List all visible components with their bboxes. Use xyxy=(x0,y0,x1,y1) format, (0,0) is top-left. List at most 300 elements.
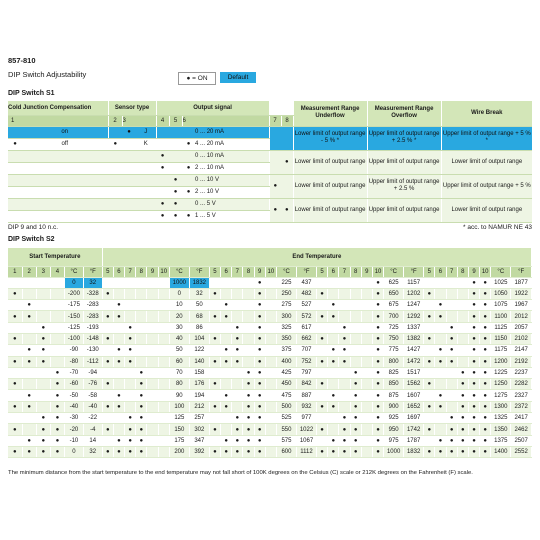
end-switch-cell xyxy=(147,345,158,356)
start-switch-cell: ● xyxy=(8,379,22,390)
start-temp-cell: -125 xyxy=(65,322,84,333)
end-switch-cell xyxy=(221,277,232,288)
overflow-value: Upper limit of output range xyxy=(367,198,441,222)
end-switch-cell: ● xyxy=(457,435,468,446)
start-switch-cell: ● xyxy=(22,345,36,356)
end-switch-cell: ● xyxy=(446,413,457,424)
legend-on: ● = ON xyxy=(178,72,216,85)
output-signal-label: 0 ... 10 mA xyxy=(195,150,269,162)
end-temp-cell: 50 xyxy=(169,345,189,356)
s2-start-col-header: 4 xyxy=(50,266,64,277)
legend-default: Default xyxy=(220,72,256,83)
end-switch-cell: ● xyxy=(254,390,265,401)
end-switch-cell: ● xyxy=(254,379,265,390)
end-switch-cell: ● xyxy=(339,322,350,333)
namur-note: * acc. to NAMUR NE 43 xyxy=(463,224,532,231)
start-temp-cell: 0 xyxy=(65,446,84,457)
s2-title: DIP Switch S2 xyxy=(8,236,55,243)
end-switch-cell xyxy=(446,288,457,299)
end-temp-cell: 302 xyxy=(189,424,209,435)
end-switch-cell: ● xyxy=(350,367,361,378)
end-switch-cell xyxy=(243,333,254,344)
s2-end-col-header: 5 xyxy=(424,266,435,277)
start-switch-cell: ● xyxy=(8,333,22,344)
end-temp-cell: 392 xyxy=(189,446,209,457)
end-temp-cell: 60 xyxy=(169,356,189,367)
end-switch-cell xyxy=(158,390,169,401)
start-switch-cell xyxy=(8,435,22,446)
s1-table xyxy=(8,101,532,223)
start-temp-cell: -40 xyxy=(65,401,84,412)
end-switch-cell xyxy=(339,401,350,412)
end-switch-cell: ● xyxy=(435,300,446,311)
end-switch-cell xyxy=(265,300,276,311)
end-switch-cell: ● xyxy=(424,446,435,457)
end-switch-cell: ● xyxy=(468,277,479,288)
dip-note: DIP 9 and 10 n.c. xyxy=(8,224,59,231)
s2-start-col-header: 2 xyxy=(22,266,36,277)
end-temp-cell: 2237 xyxy=(511,367,532,378)
page-subtitle: DIP Switch Adjustability xyxy=(8,70,87,79)
end-switch-cell xyxy=(265,333,276,344)
output-signal-label: 0 ... 10 V xyxy=(195,174,269,186)
end-switch-cell: ● xyxy=(446,424,457,435)
end-temp-cell: 932 xyxy=(296,401,316,412)
start-switch-cell: ● xyxy=(22,300,36,311)
end-switch-cell: ● xyxy=(232,356,243,367)
end-switch-cell xyxy=(147,424,158,435)
end-switch-cell: ● xyxy=(317,356,328,367)
end-switch-cell: ● xyxy=(480,435,491,446)
underflow-value: Lower limit of output range - 5 % * xyxy=(293,126,367,150)
s1-header-overflow: Measurement Range Overflow xyxy=(367,101,441,126)
end-switch-cell: ● xyxy=(243,367,254,378)
s1-switch-6: 6 xyxy=(182,115,269,126)
s2-end-col-header: 6 xyxy=(435,266,446,277)
end-switch-cell xyxy=(125,401,136,412)
end-temp-cell: 900 xyxy=(384,401,404,412)
end-switch-cell: ● xyxy=(457,413,468,424)
end-switch-cell xyxy=(221,413,232,424)
end-switch-cell xyxy=(361,424,372,435)
end-switch-cell xyxy=(147,401,158,412)
end-temp-cell: 842 xyxy=(296,379,316,390)
end-switch-cell: ● xyxy=(446,345,457,356)
end-temp-cell: 572 xyxy=(296,311,316,322)
end-temp-cell: 2417 xyxy=(511,413,532,424)
start-switch-cell xyxy=(36,277,50,288)
s2-start-col-header: 1 xyxy=(8,266,22,277)
end-switch-cell: ● xyxy=(317,379,328,390)
end-switch-cell xyxy=(243,277,254,288)
s2-end-col-header: 10 xyxy=(265,266,276,277)
end-switch-cell: ● xyxy=(136,413,147,424)
table-row xyxy=(8,277,532,288)
end-temp-cell: 1112 xyxy=(296,446,316,457)
overflow-value: Upper limit of output range + 2.5 % * xyxy=(367,126,441,150)
start-switch-cell xyxy=(8,413,22,424)
underflow-value: Lower limit of output range xyxy=(293,174,367,198)
start-switch-cell xyxy=(8,277,22,288)
end-switch-cell xyxy=(125,288,136,299)
end-switch-cell: ● xyxy=(468,333,479,344)
end-switch-cell: ● xyxy=(446,356,457,367)
end-temp-cell: 1025 xyxy=(491,277,511,288)
end-switch-cell xyxy=(328,413,339,424)
end-switch-cell: ● xyxy=(209,356,220,367)
end-switch-cell: ● xyxy=(339,356,350,367)
end-switch-cell: ● xyxy=(480,446,491,457)
end-temp-cell: 887 xyxy=(296,390,316,401)
table-row xyxy=(8,390,532,401)
end-switch-cell: ● xyxy=(317,446,328,457)
start-temp-cell: -30 xyxy=(65,413,84,424)
end-temp-cell: 1050 xyxy=(491,288,511,299)
start-switch-cell xyxy=(36,379,50,390)
end-temp-cell: 1742 xyxy=(404,424,424,435)
end-switch-cell: ● xyxy=(424,401,435,412)
table-row xyxy=(8,435,532,446)
end-switch-cell xyxy=(136,300,147,311)
end-temp-cell: 70 xyxy=(169,367,189,378)
end-switch-cell: ● xyxy=(221,401,232,412)
end-switch-cell xyxy=(265,367,276,378)
end-switch-cell: ● xyxy=(446,446,457,457)
end-switch-cell: ● xyxy=(480,288,491,299)
end-switch-cell: ● xyxy=(372,345,383,356)
s2-end-col-header: °C xyxy=(491,266,511,277)
end-switch-cell xyxy=(243,356,254,367)
end-temp-cell: 1427 xyxy=(404,345,424,356)
end-temp-cell: 1967 xyxy=(511,300,532,311)
end-switch-cell: ● xyxy=(468,300,479,311)
end-switch-cell xyxy=(457,288,468,299)
end-switch-cell xyxy=(435,277,446,288)
end-switch-cell: ● xyxy=(468,367,479,378)
end-temp-cell: 2372 xyxy=(511,401,532,412)
s2-end-col-header: 10 xyxy=(372,266,383,277)
end-switch-cell: ● xyxy=(221,356,232,367)
end-switch-cell: ● xyxy=(125,333,136,344)
end-switch-cell xyxy=(158,277,169,288)
s1-row: on ● J 0 ... 20 mA Lower limit of output range - 5 % * Upper limit of output range + 2.5 % * Upper limit of output range + 5 % * xyxy=(8,126,532,138)
end-temp-cell: 1275 xyxy=(491,390,511,401)
end-switch-cell xyxy=(446,401,457,412)
end-switch-cell: ● xyxy=(480,379,491,390)
start-switch-cell xyxy=(8,390,22,401)
end-temp-cell: 375 xyxy=(276,345,296,356)
s1-row: ● off ● K ● 4 ... 20 mA xyxy=(8,138,532,150)
end-switch-cell: ● xyxy=(209,311,220,322)
end-temp-cell: 0 xyxy=(169,288,189,299)
end-switch-cell xyxy=(158,401,169,412)
end-switch-cell: ● xyxy=(317,424,328,435)
end-temp-cell: 1200 xyxy=(491,356,511,367)
table-row xyxy=(8,288,532,299)
end-switch-cell xyxy=(209,367,220,378)
s2-end-col-header: 6 xyxy=(221,266,232,277)
end-temp-cell: 1000 xyxy=(169,277,189,288)
start-temp-cell: -90 xyxy=(65,345,84,356)
end-temp-cell: 527 xyxy=(296,300,316,311)
output-signal-label: 0 ... 5 V xyxy=(195,198,269,210)
end-switch-cell xyxy=(265,390,276,401)
end-temp-cell: 40 xyxy=(169,333,189,344)
end-switch-cell: ● xyxy=(480,356,491,367)
end-temp-cell: 925 xyxy=(384,413,404,424)
end-switch-cell xyxy=(328,322,339,333)
end-switch-cell: ● xyxy=(435,311,446,322)
end-switch-cell: ● xyxy=(468,379,479,390)
s2-table xyxy=(8,248,532,458)
start-switch-cell: ● xyxy=(50,424,64,435)
s1-header-wirebreak: Wire Break xyxy=(441,101,532,126)
start-switch-cell: ● xyxy=(36,333,50,344)
end-temp-cell: 175 xyxy=(169,435,189,446)
end-switch-cell xyxy=(243,300,254,311)
end-temp-cell: 350 xyxy=(276,333,296,344)
end-switch-cell: ● xyxy=(254,435,265,446)
end-switch-cell xyxy=(125,390,136,401)
end-switch-cell: ● xyxy=(232,413,243,424)
end-switch-cell: ● xyxy=(136,446,147,457)
end-switch-cell xyxy=(317,367,328,378)
end-switch-cell xyxy=(361,435,372,446)
end-switch-cell xyxy=(317,345,328,356)
s2-end-col-header: 9 xyxy=(254,266,265,277)
end-switch-cell: ● xyxy=(328,390,339,401)
s1-switch-5: 5 xyxy=(169,115,182,126)
end-switch-cell xyxy=(113,367,124,378)
end-switch-cell: ● xyxy=(350,446,361,457)
end-switch-cell xyxy=(435,367,446,378)
end-switch-cell: ● xyxy=(209,424,220,435)
end-switch-cell: ● xyxy=(136,390,147,401)
end-switch-cell xyxy=(243,322,254,333)
end-switch-cell: ● xyxy=(480,322,491,333)
end-switch-cell: ● xyxy=(468,311,479,322)
end-switch-cell xyxy=(209,345,220,356)
end-switch-cell xyxy=(113,277,124,288)
end-switch-cell: ● xyxy=(468,322,479,333)
end-switch-cell xyxy=(158,367,169,378)
end-switch-cell xyxy=(446,277,457,288)
end-switch-cell: ● xyxy=(221,446,232,457)
end-switch-cell: ● xyxy=(243,401,254,412)
end-temp-cell: 707 xyxy=(296,345,316,356)
end-temp-cell: 2102 xyxy=(511,333,532,344)
end-switch-cell: ● xyxy=(328,345,339,356)
end-switch-cell xyxy=(265,356,276,367)
end-switch-cell: ● xyxy=(468,424,479,435)
end-switch-cell xyxy=(350,288,361,299)
end-switch-cell: ● xyxy=(480,401,491,412)
end-switch-cell: ● xyxy=(113,300,124,311)
end-temp-cell: 68 xyxy=(189,311,209,322)
s2-end-col-header: 7 xyxy=(232,266,243,277)
end-switch-cell: ● xyxy=(480,300,491,311)
end-switch-cell: ● xyxy=(372,356,383,367)
end-switch-cell: ● xyxy=(243,424,254,435)
end-temp-cell: 550 xyxy=(276,424,296,435)
end-temp-cell: 975 xyxy=(384,435,404,446)
start-switch-cell xyxy=(36,390,50,401)
end-switch-cell: ● xyxy=(102,333,113,344)
end-switch-cell: ● xyxy=(435,390,446,401)
end-switch-cell: ● xyxy=(339,446,350,457)
end-temp-cell: 2282 xyxy=(511,379,532,390)
end-switch-cell: ● xyxy=(254,333,265,344)
start-temp-cell: -10 xyxy=(65,435,84,446)
end-switch-cell xyxy=(232,288,243,299)
end-temp-cell: 575 xyxy=(276,435,296,446)
end-switch-cell xyxy=(102,277,113,288)
end-switch-cell: ● xyxy=(372,311,383,322)
start-switch-cell: ● xyxy=(22,390,36,401)
end-switch-cell: ● xyxy=(125,424,136,435)
end-temp-cell: 1125 xyxy=(491,322,511,333)
table-row xyxy=(8,322,532,333)
start-switch-cell xyxy=(22,367,36,378)
end-switch-cell xyxy=(361,277,372,288)
end-switch-cell xyxy=(317,322,328,333)
start-switch-cell: ● xyxy=(22,446,36,457)
start-temp-cell: -20 xyxy=(65,424,84,435)
end-switch-cell: ● xyxy=(468,390,479,401)
s2-end-col-header: 7 xyxy=(446,266,457,277)
end-switch-cell xyxy=(424,322,435,333)
end-switch-cell: ● xyxy=(243,413,254,424)
end-switch-cell xyxy=(424,390,435,401)
end-switch-cell: ● xyxy=(113,390,124,401)
end-switch-cell xyxy=(113,322,124,333)
end-temp-cell: 90 xyxy=(169,390,189,401)
end-temp-cell: 1607 xyxy=(404,390,424,401)
end-switch-cell: ● xyxy=(221,300,232,311)
start-switch-cell xyxy=(22,322,36,333)
end-switch-cell: ● xyxy=(372,333,383,344)
end-temp-cell: 257 xyxy=(189,413,209,424)
end-switch-cell: ● xyxy=(457,367,468,378)
end-temp-cell: 662 xyxy=(296,333,316,344)
end-switch-cell xyxy=(158,333,169,344)
start-switch-cell: ● xyxy=(8,356,22,367)
end-temp-cell: 300 xyxy=(276,311,296,322)
end-switch-cell: ● xyxy=(254,367,265,378)
start-switch-cell: ● xyxy=(36,413,50,424)
end-switch-cell xyxy=(136,288,147,299)
start-temp-cell: -58 xyxy=(83,390,102,401)
start-switch-cell xyxy=(8,322,22,333)
end-switch-cell xyxy=(147,288,158,299)
end-switch-cell xyxy=(339,288,350,299)
end-switch-cell xyxy=(147,300,158,311)
start-switch-cell: ● xyxy=(36,356,50,367)
start-temp-cell: 32 xyxy=(83,446,102,457)
end-switch-cell xyxy=(209,435,220,446)
end-switch-cell xyxy=(232,277,243,288)
end-switch-cell xyxy=(221,288,232,299)
end-switch-cell xyxy=(457,356,468,367)
end-switch-cell xyxy=(339,311,350,322)
end-switch-cell xyxy=(158,435,169,446)
end-temp-cell: 625 xyxy=(384,277,404,288)
end-switch-cell: ● xyxy=(232,446,243,457)
end-switch-cell: ● xyxy=(125,413,136,424)
end-switch-cell xyxy=(265,277,276,288)
end-switch-cell xyxy=(361,322,372,333)
end-switch-cell xyxy=(350,322,361,333)
end-temp-cell: 825 xyxy=(384,367,404,378)
start-switch-cell: ● xyxy=(8,311,22,322)
end-temp-cell: 225 xyxy=(276,277,296,288)
end-temp-cell: 20 xyxy=(169,311,189,322)
end-switch-cell xyxy=(102,413,113,424)
start-switch-cell xyxy=(50,333,64,344)
end-switch-cell: ● xyxy=(102,288,113,299)
s2-end-col-header: 8 xyxy=(136,266,147,277)
end-temp-cell: 850 xyxy=(384,379,404,390)
end-switch-cell xyxy=(147,367,158,378)
end-switch-cell xyxy=(328,379,339,390)
end-switch-cell xyxy=(361,379,372,390)
end-switch-cell: ● xyxy=(113,435,124,446)
end-switch-cell: ● xyxy=(350,424,361,435)
s2-end-col-header: 9 xyxy=(468,266,479,277)
end-switch-cell: ● xyxy=(350,435,361,446)
end-switch-cell: ● xyxy=(372,367,383,378)
end-switch-cell: ● xyxy=(136,424,147,435)
end-switch-cell xyxy=(232,401,243,412)
s2-end-col-header: 5 xyxy=(209,266,220,277)
end-switch-cell xyxy=(424,413,435,424)
start-temp-cell: -150 xyxy=(65,311,84,322)
cjc-label: off xyxy=(22,138,108,150)
end-temp-cell: 750 xyxy=(384,333,404,344)
table-row xyxy=(8,413,532,424)
end-temp-cell: 194 xyxy=(189,390,209,401)
end-switch-cell: ● xyxy=(243,446,254,457)
end-switch-cell xyxy=(136,311,147,322)
end-temp-cell: 150 xyxy=(169,424,189,435)
start-switch-cell xyxy=(50,356,64,367)
end-switch-cell: ● xyxy=(424,288,435,299)
end-temp-cell: 797 xyxy=(296,367,316,378)
end-switch-cell xyxy=(350,277,361,288)
output-signal-label: 2 ... 10 V xyxy=(195,186,269,198)
start-switch-cell xyxy=(22,379,36,390)
end-temp-cell: 1000 xyxy=(384,446,404,457)
s2-end-col-header: 6 xyxy=(113,266,124,277)
start-switch-cell xyxy=(50,345,64,356)
end-switch-cell xyxy=(361,311,372,322)
end-switch-cell: ● xyxy=(328,300,339,311)
start-switch-cell: ● xyxy=(8,424,22,435)
end-switch-cell: ● xyxy=(221,435,232,446)
end-switch-cell: ● xyxy=(424,333,435,344)
end-temp-cell: 617 xyxy=(296,322,316,333)
end-temp-cell: 1157 xyxy=(404,277,424,288)
end-switch-cell: ● xyxy=(254,288,265,299)
end-switch-cell: ● xyxy=(468,356,479,367)
end-switch-cell xyxy=(339,367,350,378)
end-switch-cell: ● xyxy=(350,379,361,390)
end-switch-cell: ● xyxy=(480,413,491,424)
end-switch-cell xyxy=(125,311,136,322)
s2-end-col-header: 9 xyxy=(147,266,158,277)
end-switch-cell xyxy=(361,288,372,299)
table-row xyxy=(8,345,532,356)
